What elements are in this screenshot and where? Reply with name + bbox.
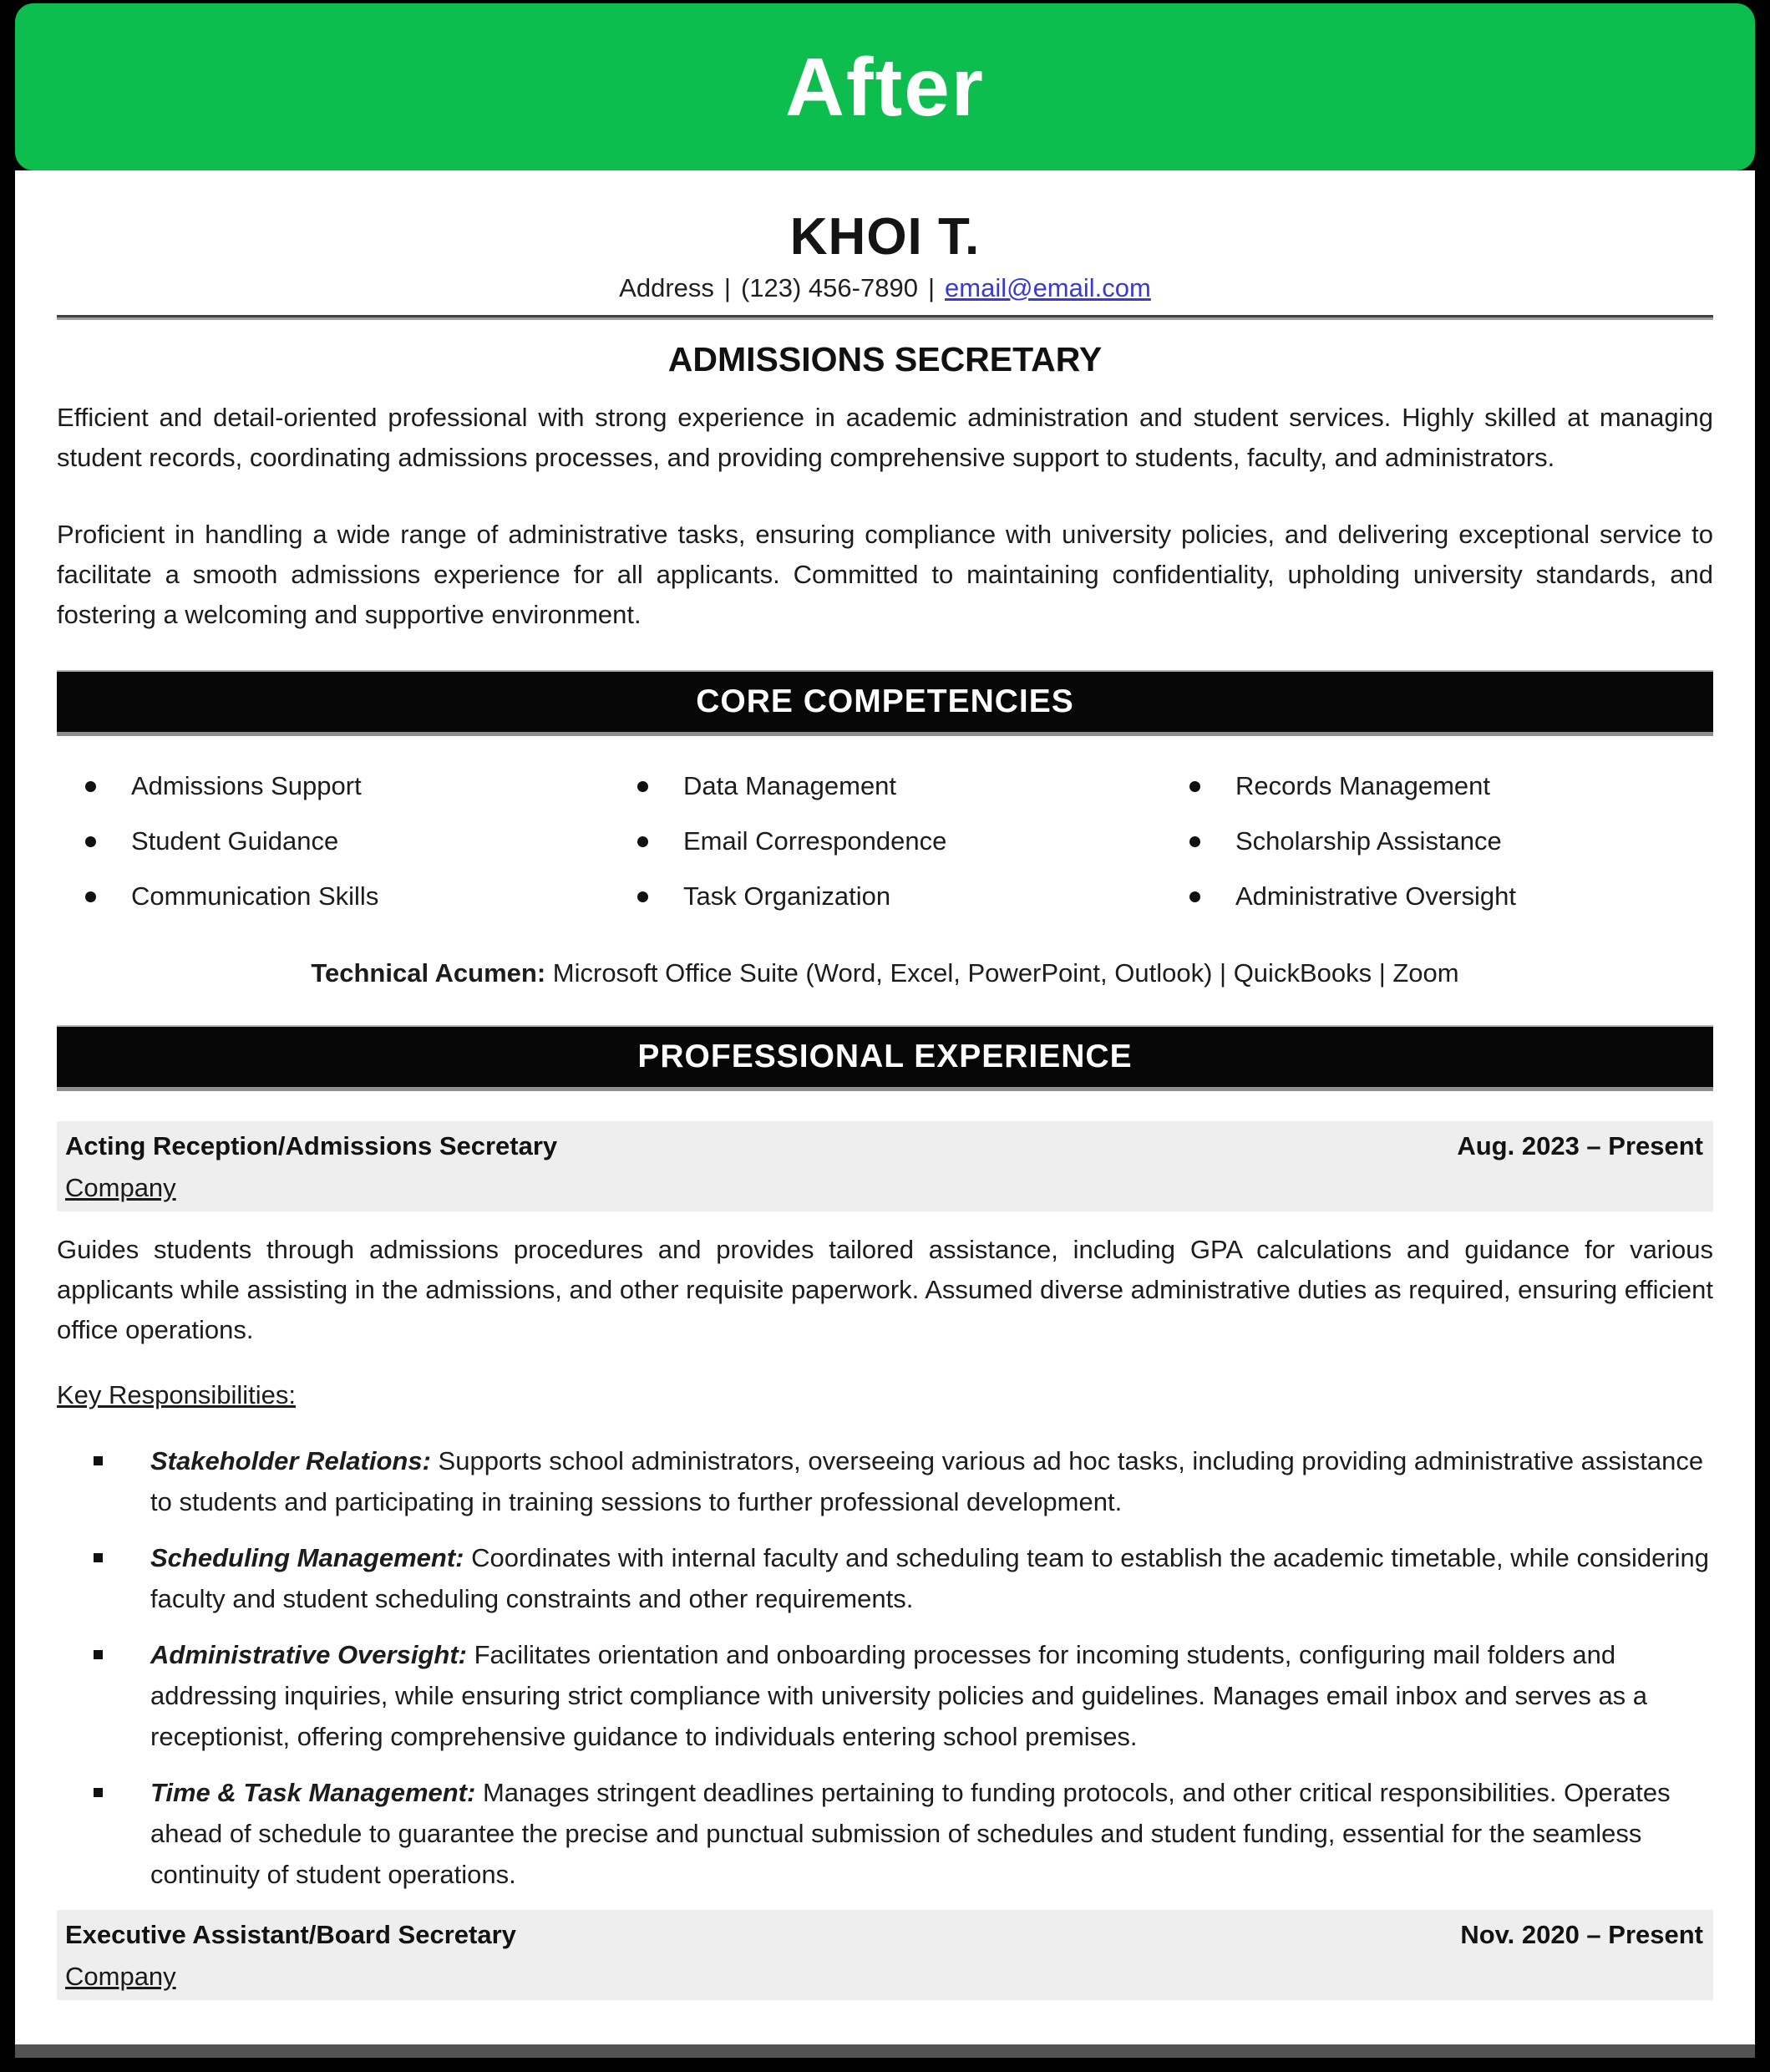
section-header-label: PROFESSIONAL EXPERIENCE [637, 1039, 1133, 1074]
responsibility-lead: Stakeholder Relations: [150, 1446, 431, 1475]
job-header-row [57, 1121, 1713, 1211]
technical-acumen-line [57, 957, 1713, 990]
competency-item [1161, 825, 1713, 858]
responsibility-item [57, 1440, 1713, 1522]
square-bullet-icon [94, 1456, 103, 1465]
responsibility-text: Supports school administrators, overseeing various ad hoc tasks, including providing administrative assistance to students and participating in training sessions to further professional development. [150, 1446, 1704, 1516]
competency-label: Email Correspondence [683, 826, 947, 856]
contact-phone: (123) 456-7890 [740, 273, 918, 302]
job-dates: Nov. 2020 – Present [1460, 1920, 1703, 1949]
responsibility-lead: Administrative Oversight: [150, 1640, 467, 1669]
job-head [65, 1130, 1703, 1163]
resume-page [15, 170, 1755, 2058]
section-header-core-competencies [57, 670, 1713, 736]
section-header-professional-experience [57, 1025, 1713, 1091]
square-bullet-icon [94, 1553, 103, 1562]
job-title: Executive Assistant/Board Secretary [65, 1920, 516, 1949]
bullet-icon [637, 781, 648, 792]
job-header-row [57, 1910, 1713, 2000]
competency-label: Admissions Support [131, 771, 362, 800]
competency-label: Administrative Oversight [1235, 881, 1516, 911]
candidate-name: KHOI T. [789, 208, 981, 266]
technical-acumen-label: Technical Acumen: [311, 958, 546, 988]
bullet-icon [637, 836, 648, 847]
responsibility-item [57, 1537, 1713, 1619]
job-head [65, 1918, 1703, 1952]
contact-separator: | [723, 273, 731, 302]
competency-label: Scholarship Assistance [1235, 826, 1502, 856]
responsibility-lead: Scheduling Management: [150, 1543, 464, 1572]
responsibilities-list [57, 1440, 1713, 1895]
competency-label: Student Guidance [131, 826, 339, 856]
square-bullet-icon [94, 1650, 103, 1659]
bullet-icon [85, 781, 96, 792]
competency-item [57, 880, 609, 913]
competencies-grid [57, 769, 1713, 913]
square-bullet-icon [94, 1788, 103, 1797]
job-description: Guides students through admissions procedures and provides tailored assistance, including GPA calculations and guidance for various applicants while assisting in the admissions, and other requisite paperwork. Assumed diverse administrative duties as required, ensuring efficient office operations. [57, 1235, 1713, 1344]
bullet-icon [1189, 891, 1200, 902]
role-title: ADMISSIONS SECRETARY [667, 340, 1103, 378]
competency-item [1161, 769, 1713, 803]
bullet-icon [1189, 781, 1200, 792]
bullet-icon [637, 891, 648, 902]
responsibility-item [57, 1634, 1713, 1757]
section-header-label: CORE COMPETENCIES [696, 683, 1074, 719]
competency-label: Communication Skills [131, 881, 379, 911]
competency-item [1161, 880, 1713, 913]
after-banner [15, 3, 1755, 170]
technical-acumen-text: Microsoft Office Suite (Word, Excel, PowerPoint, Outlook) | QuickBooks | Zoom [552, 958, 1459, 988]
responsibility-text: Manages stringent deadlines pertaining to funding protocols, and other critical responsibilities. Operates ahead of schedule to guarantee the precise and punctual submission of schedules and student funding, essential for the seamless continuity of student operations. [150, 1778, 1671, 1889]
contact-separator: | [927, 273, 936, 302]
competency-item [609, 880, 1161, 913]
competency-label: Data Management [683, 771, 897, 800]
responsibility-text: Coordinates with internal faculty and scheduling team to establish the academic timetable, while considering faculty and student scheduling constraints and other requirements. [150, 1543, 1710, 1613]
email-link[interactable]: email@email.com [945, 273, 1151, 302]
bullet-icon [85, 891, 96, 902]
bullet-icon [1189, 836, 1200, 847]
competency-item [57, 769, 609, 803]
header-divider [57, 315, 1713, 320]
competency-label: Task Organization [683, 881, 891, 911]
contact-address: Address [619, 273, 714, 302]
next-section-bar-cropped [15, 2044, 1755, 2058]
competency-item [609, 825, 1161, 858]
after-banner-label: After [785, 40, 985, 133]
contact-line [57, 273, 1713, 303]
company-link[interactable]: Company [65, 1962, 176, 1991]
company-link[interactable]: Company [65, 1173, 176, 1202]
competency-item [57, 825, 609, 858]
key-responsibilities-label: Key Responsibilities: [57, 1380, 297, 1409]
competency-item [609, 769, 1161, 803]
summary-paragraph-2: Proficient in handling a wide range of administrative tasks, ensuring compliance with university policies, and delivering exceptional service to facilitate a smooth admissions experience for all applicants. Committed to maintaining confidentiality, upholding university standards, and fostering a welcoming and supportive environment. [57, 520, 1713, 629]
responsibility-lead: Time & Task Management: [150, 1778, 476, 1807]
responsibility-item [57, 1772, 1713, 1895]
responsibility-text: Facilitates orientation and onboarding processes for incoming students, configuring mail folders and addressing inquiries, while ensuring strict compliance with university policies and guidelines. Manages email inbox and serves as a receptionist, offering comprehensive guidance to individuals entering school premises. [150, 1640, 1648, 1751]
summary-paragraph-1: Efficient and detail-oriented professional with strong experience in academic administration and student services. Highly skilled at managing student records, coordinating admissions processes, and providing comprehensive support to students, faculty, and administrators. [57, 403, 1713, 472]
job-dates: Aug. 2023 – Present [1457, 1131, 1703, 1160]
bullet-icon [85, 836, 96, 847]
competency-label: Records Management [1235, 771, 1490, 800]
job-title: Acting Reception/Admissions Secretary [65, 1131, 558, 1160]
